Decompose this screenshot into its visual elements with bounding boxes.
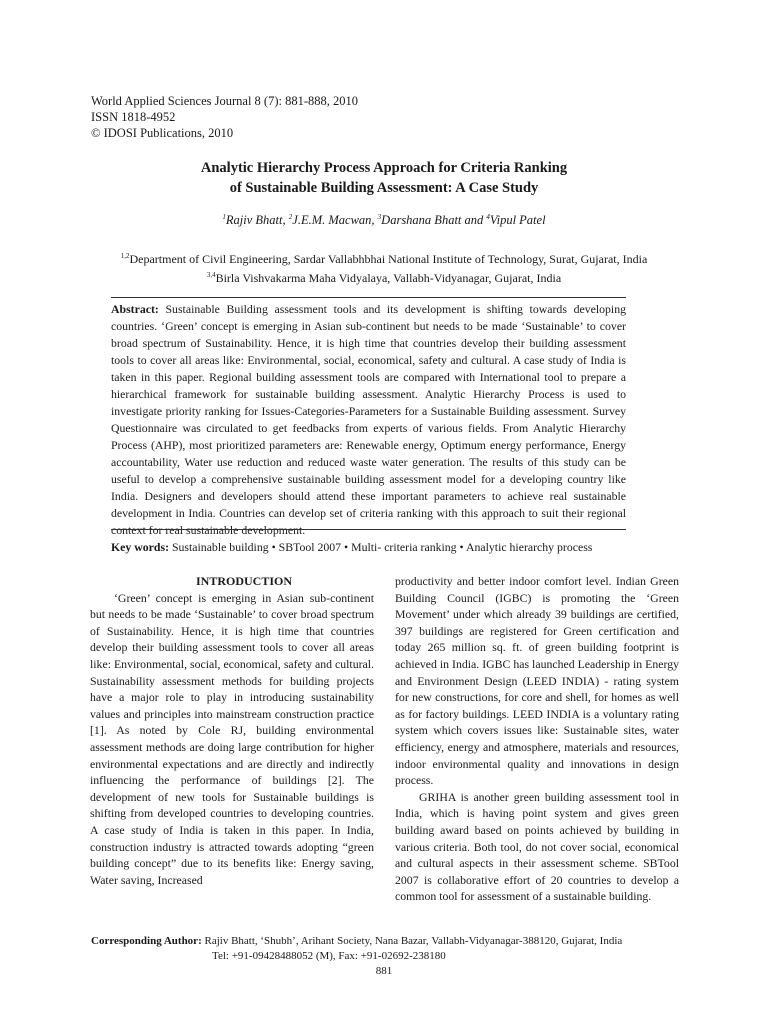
section-heading: INTRODUCTION [195,574,292,588]
journal-meta [91,93,358,141]
body-paragraph: ‘Green’ concept is emerging in Asian sub-continent but needs to be made ‘Sustainable’ to cover broad spectrum of Sustainability. Hence, it is high time that countries develop their building assessment tools to cover all areas like: Environmental, social, economical, safety and cultural. Sustainability assessment methods for building projects have a major role to play in introducing sustainability values and principles into mainstream construction practice [1]. As noted by Cole RJ, building environmental assessment methods are doing large contribution for higher environmental expectations and are directly and indirectly influencing the performance of buildings [2]. The development of new tools for Sustainable buildings is shifting from developed countries to developing countries. A case study of India is taken in this paper. In India, construction industry is attracted towards adopting “green building concept” due to its benefits like: Energy saving, Water saving, Increased [90,590,374,887]
affiliation-text: Department of Civil Engineering, Sardar Vallabhbhai National Institute of Technology, Surat, Gujarat, India [129,252,648,266]
abstract-label: Abstract: [111,302,159,316]
affiliations [0,250,768,288]
author-name: J.E.M. Macwan, [292,213,378,227]
abstract [111,301,626,539]
divider-bottom [111,529,626,530]
issn: ISSN 1818-4952 [91,110,176,124]
corresponding-author [91,934,622,964]
title-line-2: of Sustainable Building Assessment: A Case Study [229,180,539,196]
affiliation-sup: 1,2 [120,252,130,260]
divider-top [111,297,626,298]
keywords [111,540,651,555]
author-name: Darshana Bhatt and [381,213,487,227]
keywords-label: Key words: [111,540,169,554]
corr-text: Rajiv Bhatt, ‘Shubh’, Arihant Society, Nana Bazar, Vallabh-Vidyanagar-388120, Gujarat, India [204,935,623,947]
author-sup: 2 [288,212,293,221]
title-line-1: Analytic Hierarchy Process Approach for Criteria Ranking [200,160,568,176]
corr-label: Corresponding Author: [91,935,202,947]
corr-contact: Tel: +91-09428488052 (M), Fax: +91-02692-238180 [212,950,446,962]
abstract-text: Sustainable Building assessment tools and its development is shifting towards developing countries. ‘Green’ concept is emerging in Asian sub-continent but needs to be made ‘Sustainable’ to cover broad spectrum of Sustainability. Hence, it is high time that countries develop their building assessment tools to cover all areas like: Environmental, social, economical, safety and cultural. A case study of India is taken in this paper. Regional building assessment tools are compared with International tool to prepare a hierarchical framework for sustainable building assessment. Analytic Hierarchy Process is used to investigate priority ranking for Issues-Categories-Parameters for a Sustainable Building assessment. Survey Questionnaire was circulated to get feedbacks from experts of various fields. From Analytic Hierarchy Process (AHP), most prioritized parameters are: Renewable energy, Optimum energy performance, Energy accountability, Water use reduction and reduced waste water generation. The results of this study can be useful to develop a comprehensive sustainable building assessment model for a developing country like India. Designers and developers should attend these important parameters to achieve real sustainable development in India. Countries can develop set of criteria ranking with this approach to suit their regional context for real sustainable development. [111,302,626,537]
journal-citation: World Applied Sciences Journal 8 (7): 881-888, 2010 [91,94,359,108]
left-column [90,573,374,888]
author-sup: 1 [222,212,226,221]
paper-title [0,158,768,198]
author-sup: 3 [377,212,382,221]
right-column [395,573,679,905]
affiliation [0,250,768,269]
body-paragraph: productivity and better indoor comfort level. Indian Green Building Council (IGBC) is promoting the ‘Green Movement’ under which already 39 buildings are certified, 397 buildings are registered for Green certification and today 265 million sq. ft. of green building footprint is achieved in India. IGBC has launched Leadership in Energy and Environment Design (LEED INDIA) - rating system for new constructions, for core and shell, for homes as well as for factory buildings. LEED INDIA is a voluntary rating system which covers issues like: Sustainable sites, water efficiency, energy and atmosphere, materials and resources, indoor environmental quality and innovations in design process. [395,574,679,788]
affiliation-text: Birla Vishvakarma Maha Vidyalaya, Vallabh-Vidyanagar, Gujarat, India [215,271,562,285]
author-name: Vipul Patel [489,213,546,227]
body-paragraph: GRIHA is another green building assessment tool in India, which is having point system and gives green building award based on points achieved by building in various criteria. Both tool, do not cover social, economical and cultural aspects in their assessment scheme. SBTool 2007 is collaborative effort of 20 countries to develop a common tool for assessment of a sustainable building. [395,789,679,904]
copyright: © IDOSI Publications, 2010 [91,126,234,140]
author-list [0,213,768,228]
keywords-text: Sustainable building • SBTool 2007 • Multi- criteria ranking • Analytic hierarchy process [171,540,593,554]
page-number: 881 [375,965,393,977]
affiliation [0,269,768,288]
affiliation-sup: 3,4 [206,271,216,279]
author-sup: 4 [486,212,490,221]
author-name: Rajiv Bhatt, [225,213,289,227]
